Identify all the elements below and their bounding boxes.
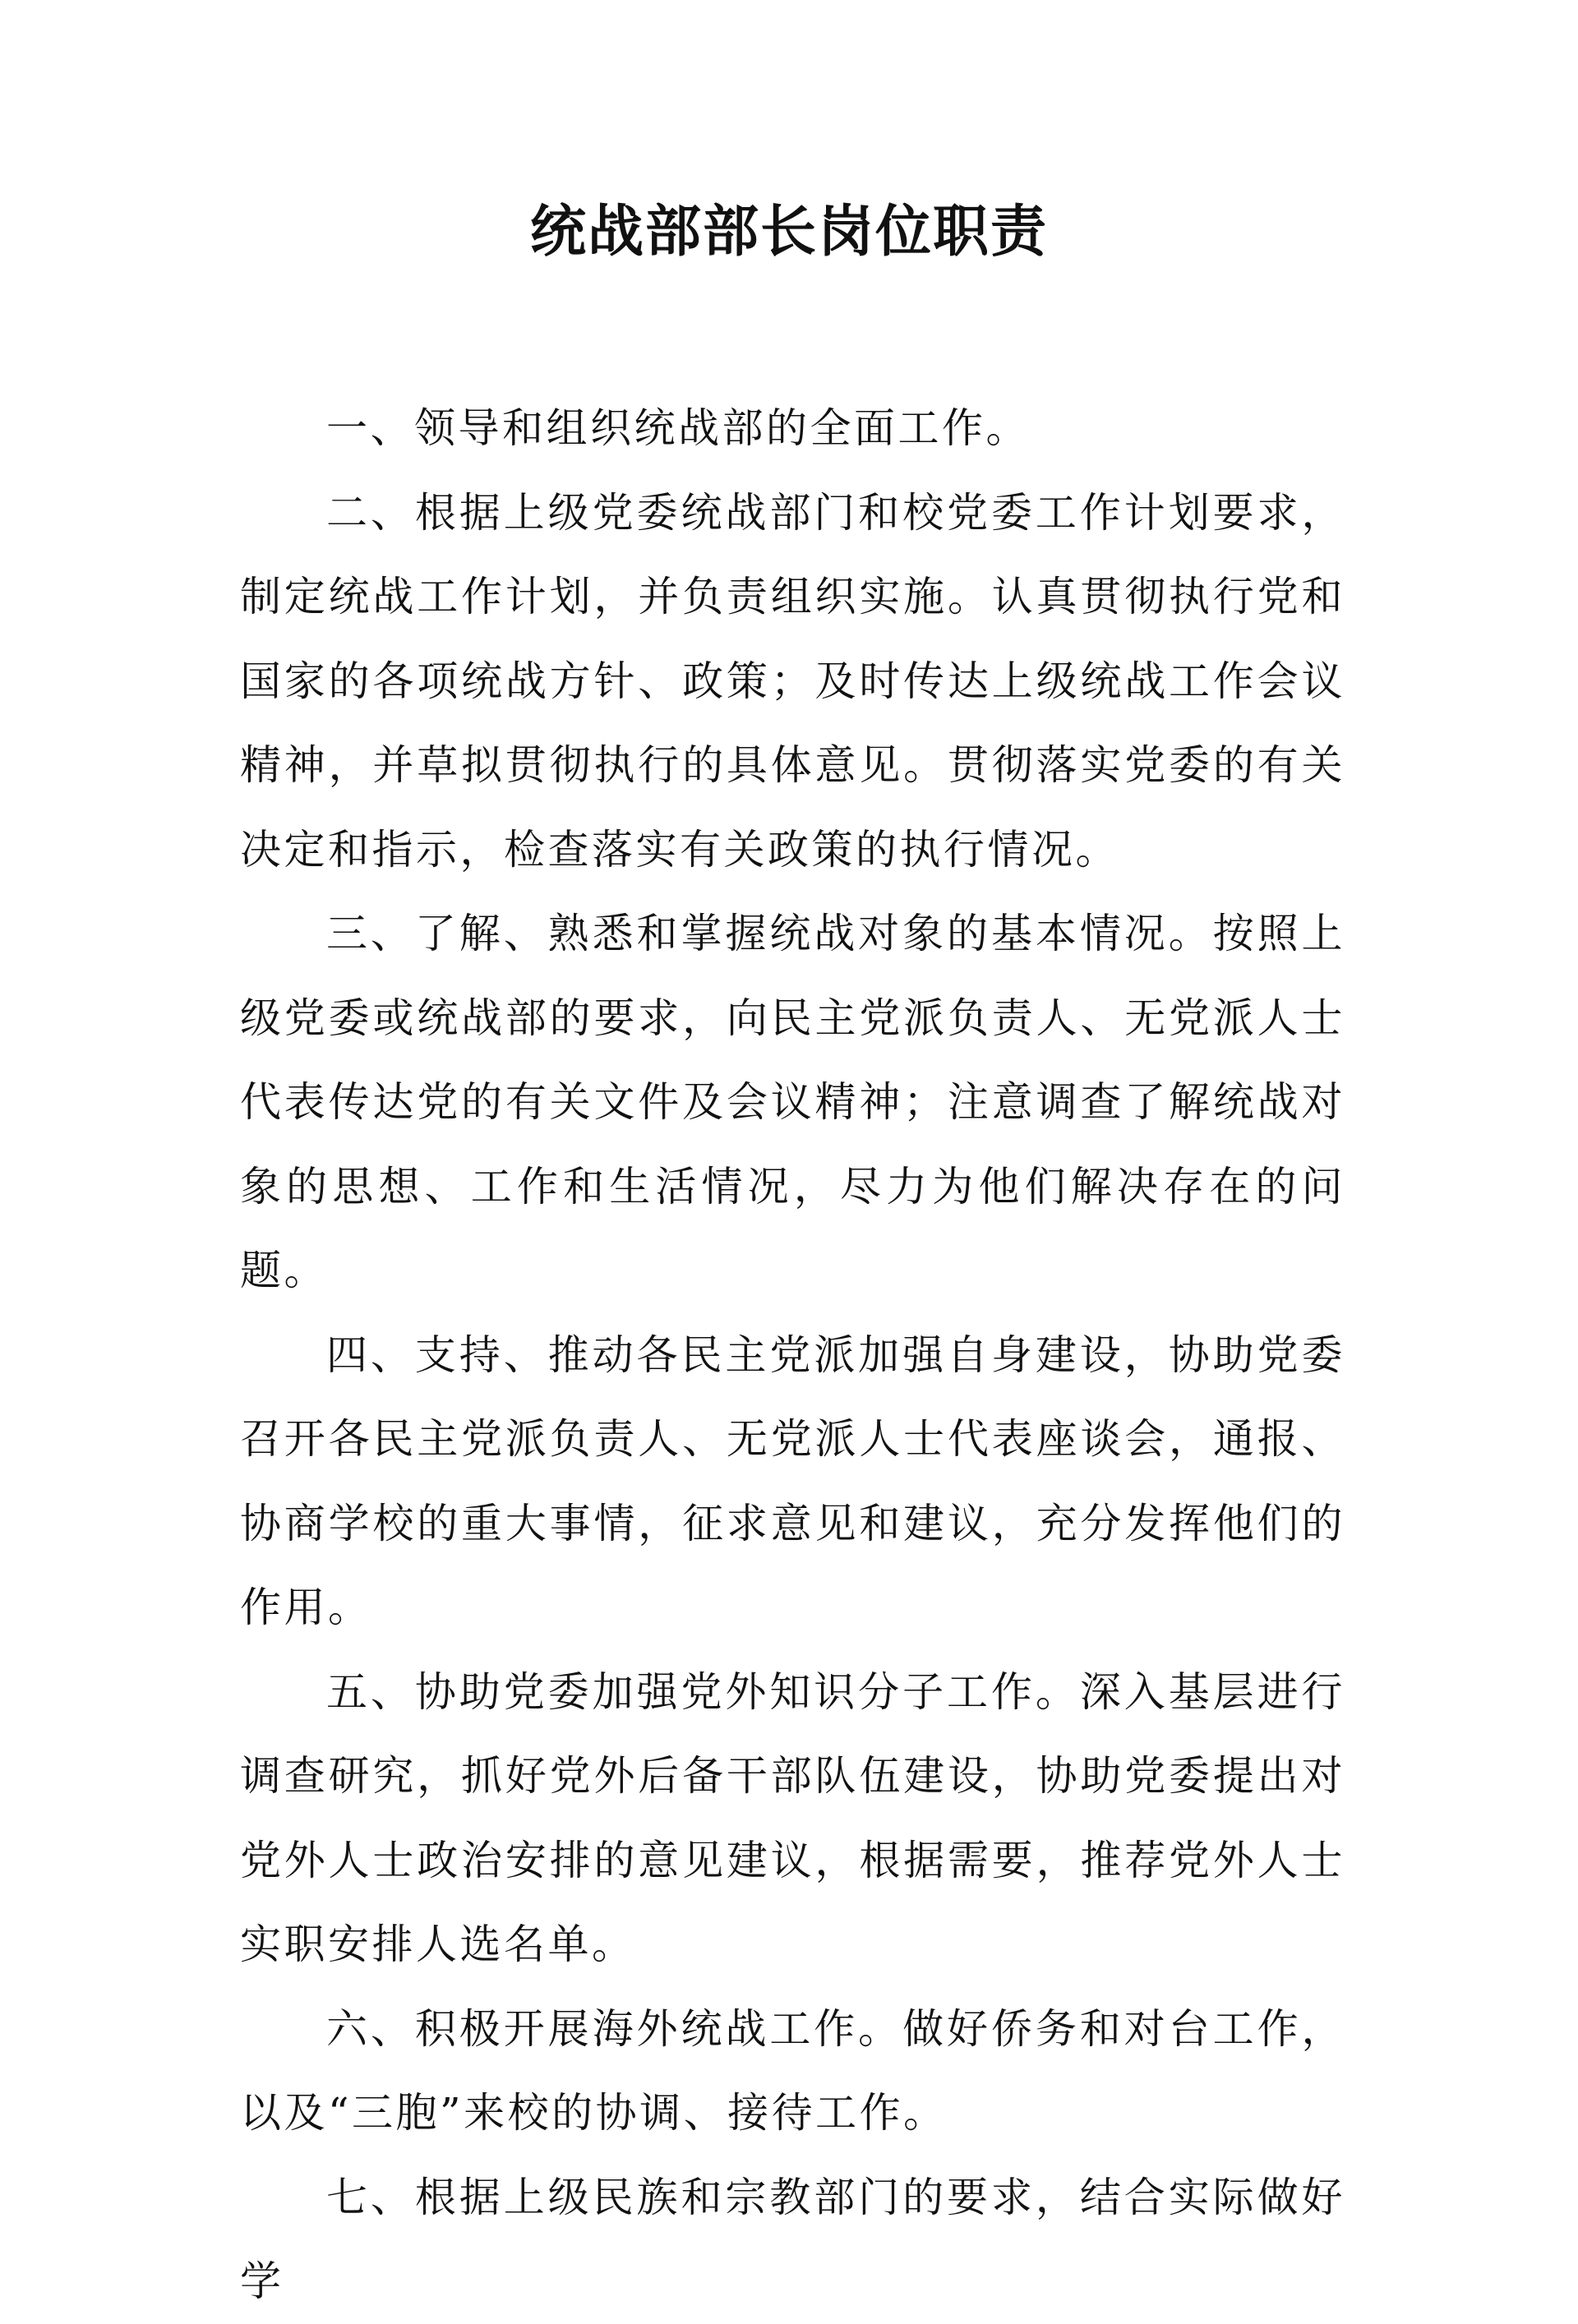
paragraph-4: 四、支持、推动各民主党派加强自身建设，协助党委召开各民主党派负责人、无党派人士代表座谈会，通报、协商学校的重大事情，征求意见和建议，充分发挥他们的作用。 [240,1330,1345,1631]
paragraph-3: 三、了解、熟悉和掌握统战对象的基本情况。按照上级党委或统战部的要求，向民主党派负责人、无党派人士代表传达党的有关文件及会议精神；注意调查了解统战对象的思想、工作和生活情况，尽力为他们解决存在的问题。 [240,910,1345,1294]
paragraph-5: 五、协助党委加强党外知识分子工作。深入基层进行调查研究，抓好党外后备干部队伍建设，协助党委提出对党外人士政治安排的意见建议，根据需要，推荐党外人士实职安排人选名单。 [240,1667,1345,1968]
document-title: 统战部部长岗位职责 [529,200,1048,265]
paragraph-7: 七、根据上级民族和宗教部门的要求，结合实际做好学 [240,2173,1345,2305]
paragraph-6: 六、积极开展海外统战工作。做好侨务和对台工作，以及“三胞”来校的协调、接待工作。 [240,2004,1345,2137]
paragraph-1: 一、领导和组织统战部的全面工作。 [326,404,1030,452]
paragraph-2: 二、根据上级党委统战部门和校党委工作计划要求，制定统战工作计划，并负责组织实施。认真贯彻执行党和国家的各项统战方针、政策；及时传达上级统战工作会议精神，并草拟贯彻执行的具体意见。贯彻落实党委的有关决定和指示，检查落实有关政策的执行情况。 [240,488,1345,874]
document-body [240,386,1345,2324]
